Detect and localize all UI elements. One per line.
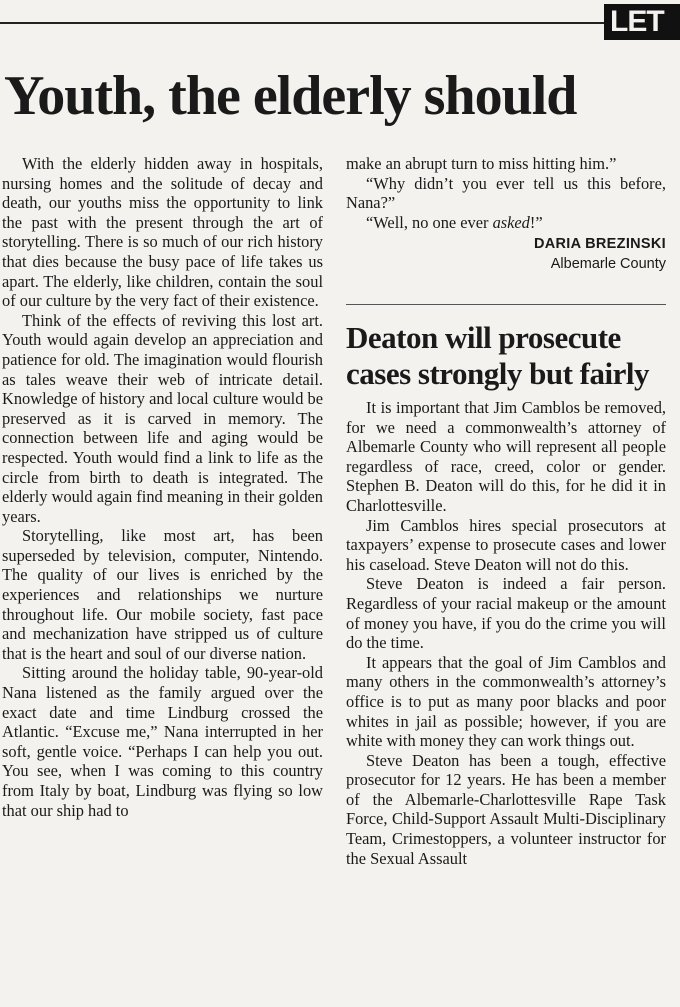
letter1-paragraph-3: Storytelling, like most art, has been superseded by television, computer, Nintendo. The quality of our lives is enriched by the experiences and relationships we nurture throughout life. Our mobile society, fast pace and mechanization have stripped us of culture that is the heart and soul of our diverse nation. [2, 526, 323, 663]
letter1-continuation: make an abrupt turn to miss hitting him.” [346, 154, 617, 173]
letter1-signature [346, 234, 666, 274]
letter1-paragraph-1: With the elderly hidden away in hospitals, nursing homes and the solitude of decay and death, our youths miss the opportunity to link the past with the present through the art of storytelling. There is so much of our rich history that dies because the busy pace of life takes us apart. The elderly, like children, contain the soul of our culture by the very fact of their existence. [2, 154, 323, 311]
letter1-body-left [2, 154, 323, 820]
section-tag: LET [604, 4, 680, 40]
letter2-paragraph-4: It appears that the goal of Jim Camblos and many others in the commonwealth’s attorney’s office is to put as many poor blacks and poor whites in jail as possible; however, if you are white with money they can work things out. [346, 652, 666, 751]
letter2-body [346, 398, 666, 868]
author-location: Albemarle County [550, 256, 666, 273]
author-name: DARIA BREZINSKI [533, 236, 666, 253]
quote-2-start: “Well, no one ever [366, 212, 493, 232]
quote-2-emphasis: asked [492, 212, 530, 232]
letter2-paragraph-1: It is important that Jim Camblos be removed, for we need a commonwealth’s attorney of Albemarle County who will represent all people regardless of race, creed, color or gender. Stephen B. Deaton will do this, for he did it in Charlottesville. [346, 398, 666, 515]
quote-2-end: !” [529, 212, 543, 232]
letter1-quote-1: “Why didn’t you ever tell us this before, Nana?” [346, 173, 666, 213]
letter2-headline: Deaton will prosecute cases strongly but fairly [346, 320, 649, 391]
top-rule [0, 22, 612, 24]
letter1-paragraph-4: Sitting around the holiday table, 90-year-old Nana listened as the family argued over the exact date and time Lindburg crossed the Atlantic. “Excuse me,” Nana interrupted in her soft, gentle voice. “Perhaps I can help you out. You see, when I was coming to this country from Italy by boat, Lindburg was flying so low that our ship had to [2, 663, 323, 820]
letter1-paragraph-2: Think of the effects of reviving this lost art. Youth would again develop an appreciation and patience for old. The imagination would flourish as tales weave their web of intricate detail. Knowledge of history and local culture would be preserved as it is carved in memory. The connection between life and aging would be respected. Youth would find a link to life as the circle from birth to death is integrated. The elderly would again find meaning in their golden years. [2, 310, 323, 526]
letter1-quote-2 [346, 213, 666, 233]
letter1-body-right [346, 154, 666, 274]
letter2-paragraph-3: Steve Deaton is indeed a fair person. Regardless of your racial makeup or the amount of money you have, if you do the crime you will do the time. [346, 574, 666, 653]
letter2-paragraph-5: Steve Deaton has been a tough, effective prosecutor for 12 years. He has been a member of the Albemarle-Charlottesville Rape Task Force, Child-Support Assault Multi-Disciplinary Team, Crimestoppers, a volunteer instructor for the Sexual Assault [346, 750, 666, 868]
letter-divider [346, 304, 666, 305]
letter2-paragraph-2: Jim Camblos hires special prosecutors at taxpayers’ expense to prosecute cases and lower his caseload. Steve Deaton will not do this. [346, 515, 666, 574]
letter1-headline: Youth, the elderly should [4, 65, 577, 127]
